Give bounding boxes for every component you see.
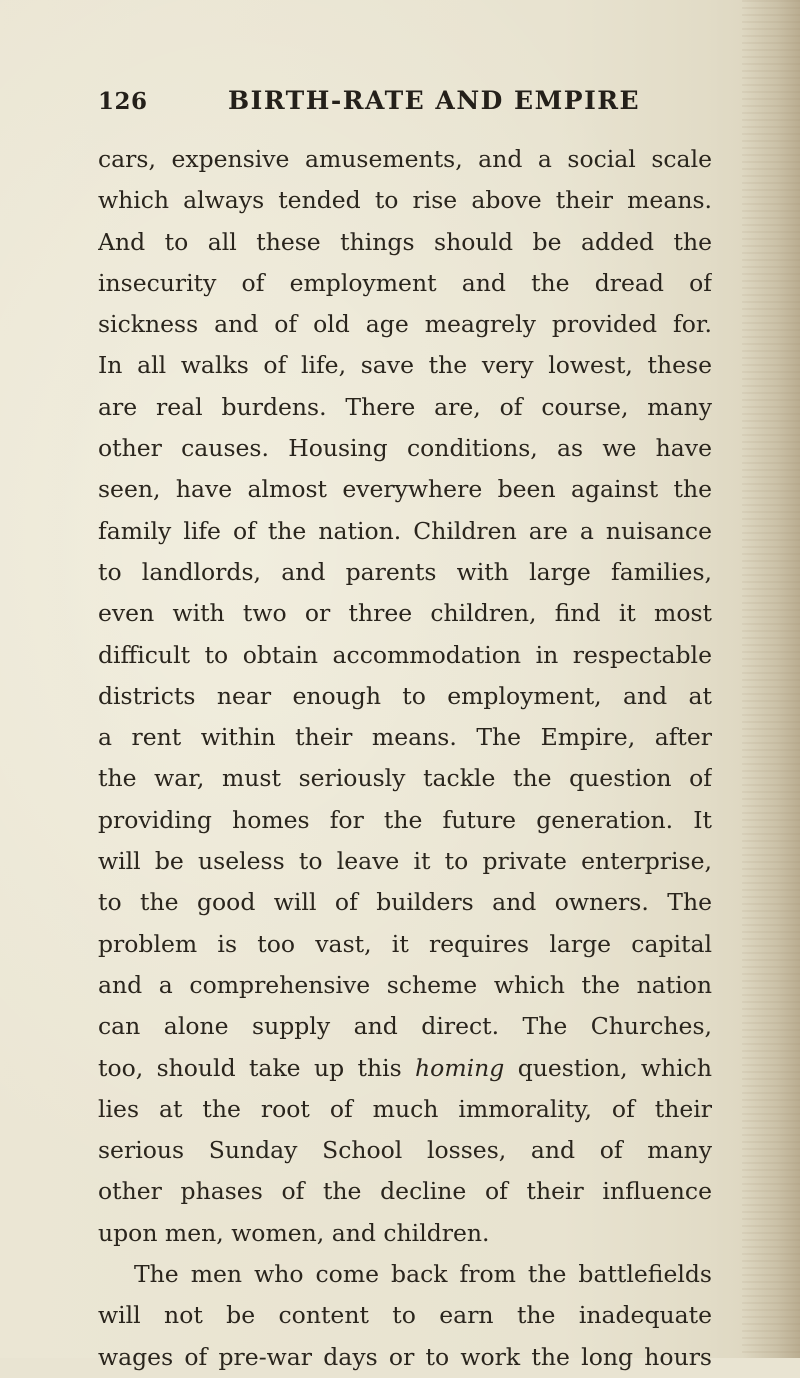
- text-line: other causes. Housing conditions, as we have: [98, 434, 712, 463]
- text-line: difficult to obtain accommodation in respectable: [98, 640, 712, 669]
- text-line: In all walks of life, save the very lowest, these: [98, 351, 712, 380]
- text-line: can alone supply and direct. The Churches,: [98, 1012, 712, 1041]
- text-line: a rent within their means. The Empire, after: [98, 723, 712, 752]
- text-line: will not be content to earn the inadequate: [98, 1301, 712, 1330]
- text-line: even with two or three children, find it most: [98, 599, 712, 628]
- italic-word: homing: [415, 1053, 505, 1082]
- paragraph-start-line: The men who come back from the battlefields: [134, 1260, 712, 1289]
- text-line: insecurity of employment and the dread of: [98, 268, 712, 297]
- text-line-with-italic: [98, 1048, 712, 1089]
- page-header: [98, 84, 641, 124]
- text-line: providing homes for the future generation. It: [98, 805, 712, 834]
- text-line: are real burdens. There are, of course, many: [98, 392, 712, 421]
- text-line: problem is too vast, it requires large capital: [98, 929, 712, 958]
- page-number: 126: [98, 88, 148, 115]
- text-segment: too, should take up this: [98, 1053, 402, 1082]
- paragraph-end-line: upon men, women, and children.: [98, 1218, 490, 1247]
- text-line: which always tended to rise above their means.: [98, 186, 712, 215]
- text-line: sickness and of old age meagrely provided for.: [98, 310, 712, 339]
- text-line: serious Sunday School losses, and of many: [98, 1136, 712, 1165]
- page-edge: [742, 0, 800, 1358]
- text-line: family life of the nation. Children are a nuisance: [98, 516, 712, 545]
- text-line: lies at the root of much immorality, of their: [98, 1094, 712, 1123]
- text-line: to landlords, and parents with large families,: [98, 557, 712, 586]
- text-line: districts near enough to employment, and at: [98, 681, 712, 710]
- running-title: BIRTH-RATE AND EMPIRE: [228, 86, 641, 115]
- text-line: and a comprehensive scheme which the nation: [98, 970, 712, 999]
- text-line: will be useless to leave it to private enterprise,: [98, 847, 712, 876]
- text-line: cars, expensive amusements, and a social scale: [98, 145, 712, 173]
- text-segment: question, which: [517, 1053, 712, 1082]
- text-line: the war, must seriously tackle the question of: [98, 764, 712, 793]
- text-line: to the good will of builders and owners. The: [98, 888, 712, 917]
- text-line: seen, have almost everywhere been against the: [98, 475, 712, 504]
- body-text: [98, 139, 712, 1378]
- text-line: And to all these things should be added the: [98, 227, 712, 256]
- text-line: other phases of the decline of their influence: [98, 1177, 712, 1206]
- text-line: wages of pre-war days or to work the long hours: [98, 1342, 712, 1371]
